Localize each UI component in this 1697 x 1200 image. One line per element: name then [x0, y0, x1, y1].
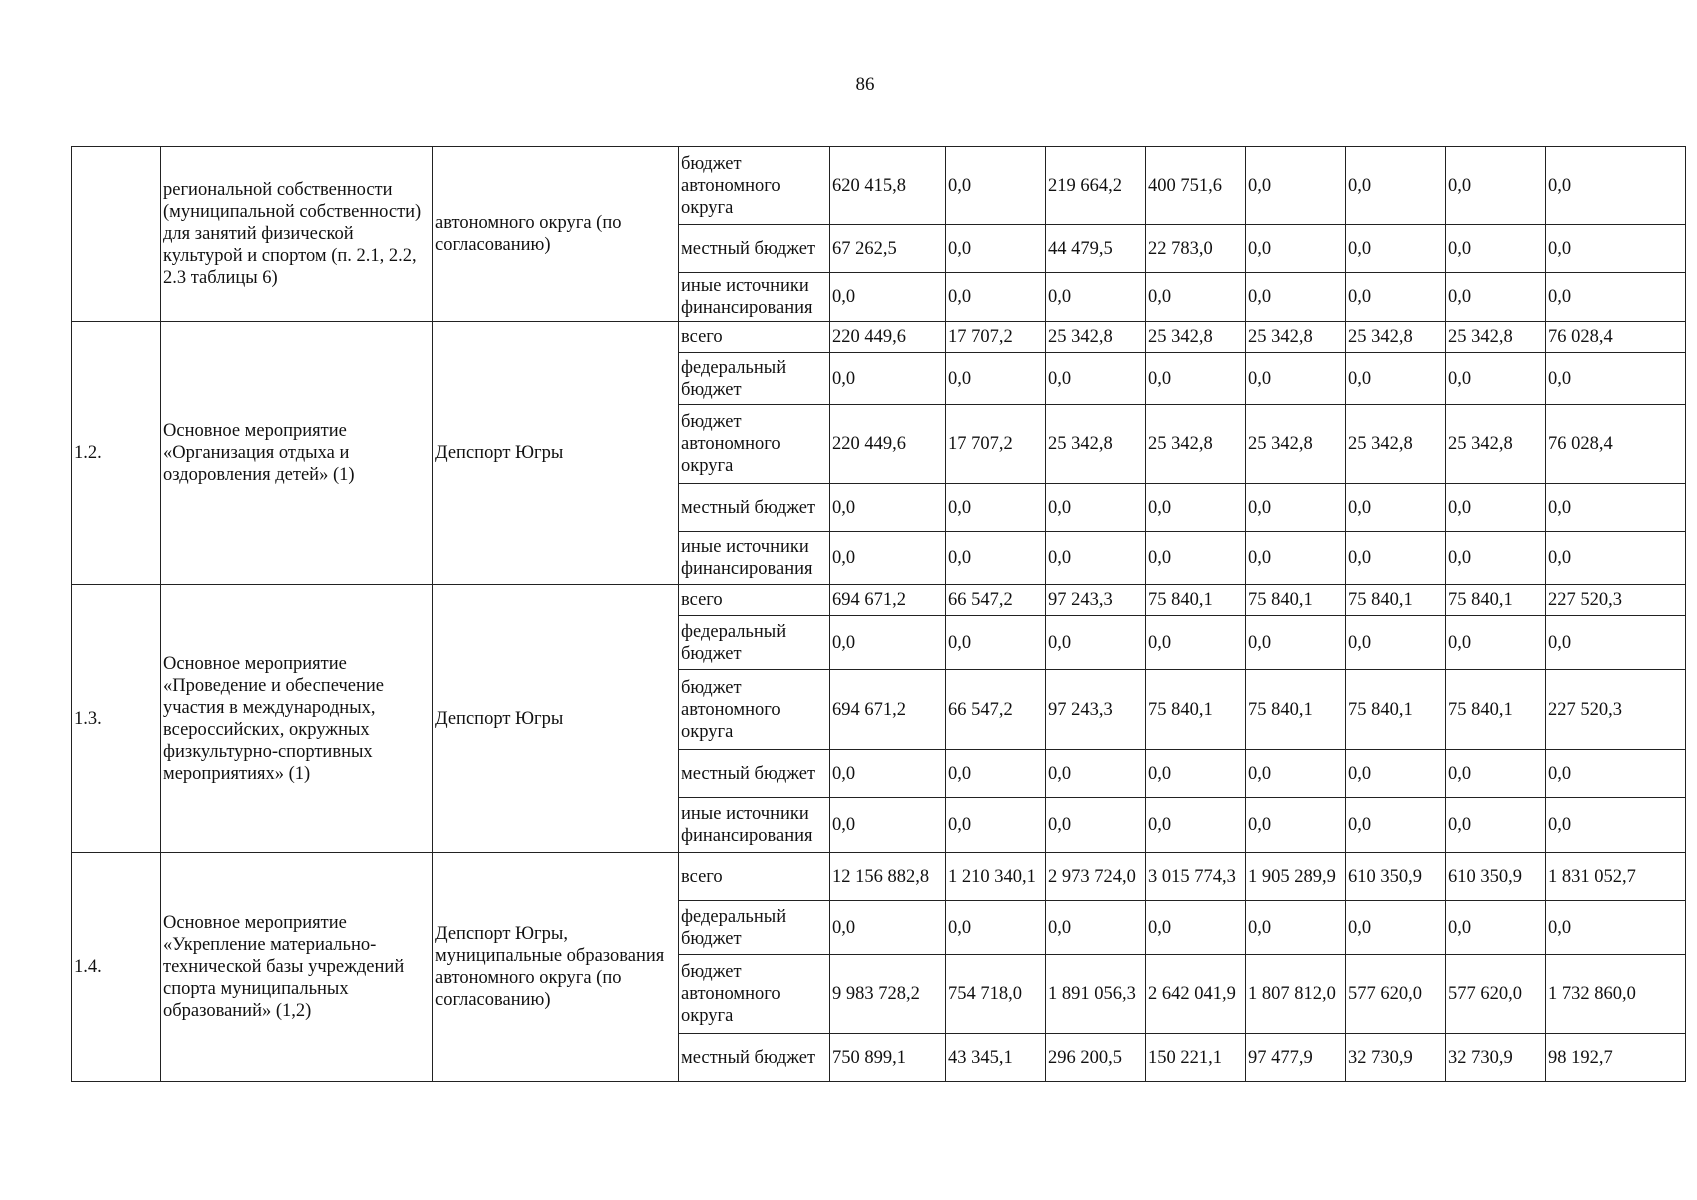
item-code — [72, 147, 161, 322]
amount-cell: 0,0 — [946, 532, 1046, 585]
amount-cell: 25 342,8 — [1246, 405, 1346, 484]
amount-cell: 0,0 — [1246, 484, 1346, 532]
amount-cell: 0,0 — [1146, 901, 1246, 955]
amount-cell: 0,0 — [830, 273, 946, 322]
amount-cell: 0,0 — [946, 353, 1046, 405]
amount-cell: 0,0 — [1346, 484, 1446, 532]
table-row — [72, 322, 1686, 353]
amount-cell: 76 028,4 — [1546, 405, 1686, 484]
amount-cell: 75 840,1 — [1146, 585, 1246, 616]
amount-cell: 25 342,8 — [1446, 322, 1546, 353]
amount-cell: 66 547,2 — [946, 670, 1046, 750]
item-code: 1.4. — [72, 853, 161, 1082]
amount-cell: 0,0 — [1446, 532, 1546, 585]
amount-cell: 610 350,9 — [1346, 853, 1446, 901]
amount-cell: 0,0 — [1046, 273, 1146, 322]
funding-source: всего — [679, 322, 830, 353]
amount-cell: 0,0 — [1546, 484, 1686, 532]
amount-cell: 150 221,1 — [1146, 1034, 1246, 1082]
budget-table — [71, 146, 1686, 1082]
amount-cell: 0,0 — [946, 616, 1046, 670]
amount-cell: 400 751,6 — [1146, 147, 1246, 225]
amount-cell: 1 831 052,7 — [1546, 853, 1686, 901]
amount-cell: 0,0 — [1046, 798, 1146, 853]
amount-cell: 0,0 — [1446, 901, 1546, 955]
amount-cell: 754 718,0 — [946, 955, 1046, 1034]
amount-cell: 0,0 — [946, 750, 1046, 798]
amount-cell: 220 449,6 — [830, 322, 946, 353]
amount-cell: 75 840,1 — [1146, 670, 1246, 750]
amount-cell: 0,0 — [830, 353, 946, 405]
amount-cell: 0,0 — [1146, 353, 1246, 405]
amount-cell: 12 156 882,8 — [830, 853, 946, 901]
amount-cell: 25 342,8 — [1046, 322, 1146, 353]
amount-cell: 0,0 — [1146, 532, 1246, 585]
amount-cell: 0,0 — [1346, 616, 1446, 670]
amount-cell: 25 342,8 — [1246, 322, 1346, 353]
amount-cell: 75 840,1 — [1246, 670, 1346, 750]
amount-cell: 0,0 — [1246, 273, 1346, 322]
amount-cell: 1 807 812,0 — [1246, 955, 1346, 1034]
amount-cell: 0,0 — [1546, 798, 1686, 853]
item-code: 1.2. — [72, 322, 161, 585]
amount-cell: 97 243,3 — [1046, 585, 1146, 616]
amount-cell: 44 479,5 — [1046, 225, 1146, 273]
amount-cell: 0,0 — [1546, 353, 1686, 405]
item-name: региональной собственности (муниципальной собственности) для занятий физической культурой и спортом (п. 2.1, 2.2, 2.3 таблицы 6) — [161, 147, 433, 322]
item-executor: Депспорт Югры, муниципальные образования автономного округа (по согласованию) — [433, 853, 679, 1082]
funding-source: всего — [679, 853, 830, 901]
amount-cell: 0,0 — [1546, 616, 1686, 670]
amount-cell: 0,0 — [1046, 484, 1146, 532]
amount-cell: 0,0 — [1246, 901, 1346, 955]
amount-cell: 0,0 — [830, 750, 946, 798]
amount-cell: 0,0 — [1346, 273, 1446, 322]
amount-cell: 0,0 — [1446, 353, 1546, 405]
amount-cell: 0,0 — [946, 901, 1046, 955]
funding-source: местный бюджет — [679, 484, 830, 532]
amount-cell: 43 345,1 — [946, 1034, 1046, 1082]
amount-cell: 0,0 — [1346, 750, 1446, 798]
item-executor: Депспорт Югры — [433, 585, 679, 853]
amount-cell: 67 262,5 — [830, 225, 946, 273]
amount-cell: 0,0 — [830, 484, 946, 532]
amount-cell: 0,0 — [1446, 273, 1546, 322]
amount-cell: 577 620,0 — [1346, 955, 1446, 1034]
page-number: 86 — [855, 74, 875, 95]
amount-cell: 97 477,9 — [1246, 1034, 1346, 1082]
amount-cell: 75 840,1 — [1346, 670, 1446, 750]
amount-cell: 0,0 — [1546, 750, 1686, 798]
amount-cell: 3 015 774,3 — [1146, 853, 1246, 901]
amount-cell: 0,0 — [1446, 616, 1546, 670]
amount-cell: 75 840,1 — [1246, 585, 1346, 616]
amount-cell: 22 783,0 — [1146, 225, 1246, 273]
amount-cell: 76 028,4 — [1546, 322, 1686, 353]
funding-source: бюджет автономного округа — [679, 670, 830, 750]
amount-cell: 0,0 — [1246, 147, 1346, 225]
amount-cell: 2 973 724,0 — [1046, 853, 1146, 901]
amount-cell: 0,0 — [1046, 616, 1146, 670]
amount-cell: 25 342,8 — [1446, 405, 1546, 484]
funding-source: бюджет автономного округа — [679, 405, 830, 484]
amount-cell: 17 707,2 — [946, 405, 1046, 484]
funding-source: бюджет автономного округа — [679, 147, 830, 225]
amount-cell: 219 664,2 — [1046, 147, 1146, 225]
amount-cell: 0,0 — [1246, 353, 1346, 405]
amount-cell: 25 342,8 — [1146, 322, 1246, 353]
amount-cell: 0,0 — [1146, 484, 1246, 532]
amount-cell: 0,0 — [1446, 225, 1546, 273]
amount-cell: 25 342,8 — [1146, 405, 1246, 484]
amount-cell: 0,0 — [1246, 750, 1346, 798]
item-executor: Депспорт Югры — [433, 322, 679, 585]
amount-cell: 227 520,3 — [1546, 670, 1686, 750]
amount-cell: 1 905 289,9 — [1246, 853, 1346, 901]
amount-cell: 610 350,9 — [1446, 853, 1546, 901]
amount-cell: 0,0 — [1546, 273, 1686, 322]
amount-cell: 296 200,5 — [1046, 1034, 1146, 1082]
amount-cell: 0,0 — [1146, 616, 1246, 670]
amount-cell: 0,0 — [830, 798, 946, 853]
item-code: 1.3. — [72, 585, 161, 853]
funding-source: бюджет автономного округа — [679, 955, 830, 1034]
amount-cell: 0,0 — [1346, 147, 1446, 225]
item-executor: автономного округа (по согласованию) — [433, 147, 679, 322]
amount-cell: 0,0 — [1046, 901, 1146, 955]
table-row — [72, 147, 1686, 225]
amount-cell: 0,0 — [946, 273, 1046, 322]
funding-source: иные источники финансирования — [679, 798, 830, 853]
item-name: Основное мероприятие «Укрепление материально-технической базы учреждений спорта муниципальных образований» (1,2) — [161, 853, 433, 1082]
amount-cell: 750 899,1 — [830, 1034, 946, 1082]
amount-cell: 75 840,1 — [1446, 670, 1546, 750]
funding-source: всего — [679, 585, 830, 616]
amount-cell: 32 730,9 — [1446, 1034, 1546, 1082]
amount-cell: 0,0 — [1446, 750, 1546, 798]
amount-cell: 0,0 — [1546, 147, 1686, 225]
funding-source: иные источники финансирования — [679, 532, 830, 585]
amount-cell: 0,0 — [1446, 147, 1546, 225]
amount-cell: 75 840,1 — [1346, 585, 1446, 616]
amount-cell: 0,0 — [1046, 353, 1146, 405]
amount-cell: 0,0 — [1246, 532, 1346, 585]
amount-cell: 0,0 — [1246, 225, 1346, 273]
amount-cell: 0,0 — [1346, 225, 1446, 273]
amount-cell: 220 449,6 — [830, 405, 946, 484]
amount-cell: 0,0 — [1446, 798, 1546, 853]
amount-cell: 694 671,2 — [830, 670, 946, 750]
amount-cell: 9 983 728,2 — [830, 955, 946, 1034]
amount-cell: 25 342,8 — [1046, 405, 1146, 484]
funding-source: местный бюджет — [679, 1034, 830, 1082]
amount-cell: 17 707,2 — [946, 322, 1046, 353]
amount-cell: 0,0 — [1146, 273, 1246, 322]
amount-cell: 0,0 — [1546, 901, 1686, 955]
amount-cell: 0,0 — [1046, 750, 1146, 798]
amount-cell: 25 342,8 — [1346, 405, 1446, 484]
amount-cell: 1 891 056,3 — [1046, 955, 1146, 1034]
amount-cell: 0,0 — [830, 532, 946, 585]
funding-source: федеральный бюджет — [679, 353, 830, 405]
amount-cell: 1 732 860,0 — [1546, 955, 1686, 1034]
item-name: Основное мероприятие «Проведение и обеспечение участия в международных, всероссийских, окружных физкультурно-спортивных мероприятиях» (1) — [161, 585, 433, 853]
funding-source: местный бюджет — [679, 225, 830, 273]
amount-cell: 98 192,7 — [1546, 1034, 1686, 1082]
amount-cell: 0,0 — [946, 147, 1046, 225]
amount-cell: 0,0 — [1046, 532, 1146, 585]
amount-cell: 0,0 — [1546, 532, 1686, 585]
amount-cell: 0,0 — [1446, 484, 1546, 532]
amount-cell: 0,0 — [946, 484, 1046, 532]
amount-cell: 0,0 — [1346, 901, 1446, 955]
funding-source: местный бюджет — [679, 750, 830, 798]
amount-cell: 0,0 — [830, 616, 946, 670]
amount-cell: 0,0 — [946, 225, 1046, 273]
amount-cell: 0,0 — [1146, 798, 1246, 853]
funding-source: федеральный бюджет — [679, 616, 830, 670]
amount-cell: 75 840,1 — [1446, 585, 1546, 616]
table-row — [72, 585, 1686, 616]
amount-cell: 0,0 — [1346, 532, 1446, 585]
table-row — [72, 853, 1686, 901]
amount-cell: 25 342,8 — [1346, 322, 1446, 353]
amount-cell: 694 671,2 — [830, 585, 946, 616]
amount-cell: 66 547,2 — [946, 585, 1046, 616]
funding-source: федеральный бюджет — [679, 901, 830, 955]
amount-cell: 2 642 041,9 — [1146, 955, 1246, 1034]
amount-cell: 0,0 — [1246, 798, 1346, 853]
amount-cell: 0,0 — [1546, 225, 1686, 273]
item-name: Основное мероприятие «Организация отдыха и оздоровления детей» (1) — [161, 322, 433, 585]
amount-cell: 620 415,8 — [830, 147, 946, 225]
amount-cell: 0,0 — [1246, 616, 1346, 670]
amount-cell: 0,0 — [830, 901, 946, 955]
amount-cell: 227 520,3 — [1546, 585, 1686, 616]
amount-cell: 32 730,9 — [1346, 1034, 1446, 1082]
amount-cell: 0,0 — [1346, 798, 1446, 853]
amount-cell: 0,0 — [946, 798, 1046, 853]
amount-cell: 577 620,0 — [1446, 955, 1546, 1034]
amount-cell: 0,0 — [1146, 750, 1246, 798]
funding-source: иные источники финансирования — [679, 273, 830, 322]
amount-cell: 97 243,3 — [1046, 670, 1146, 750]
amount-cell: 0,0 — [1346, 353, 1446, 405]
amount-cell: 1 210 340,1 — [946, 853, 1046, 901]
